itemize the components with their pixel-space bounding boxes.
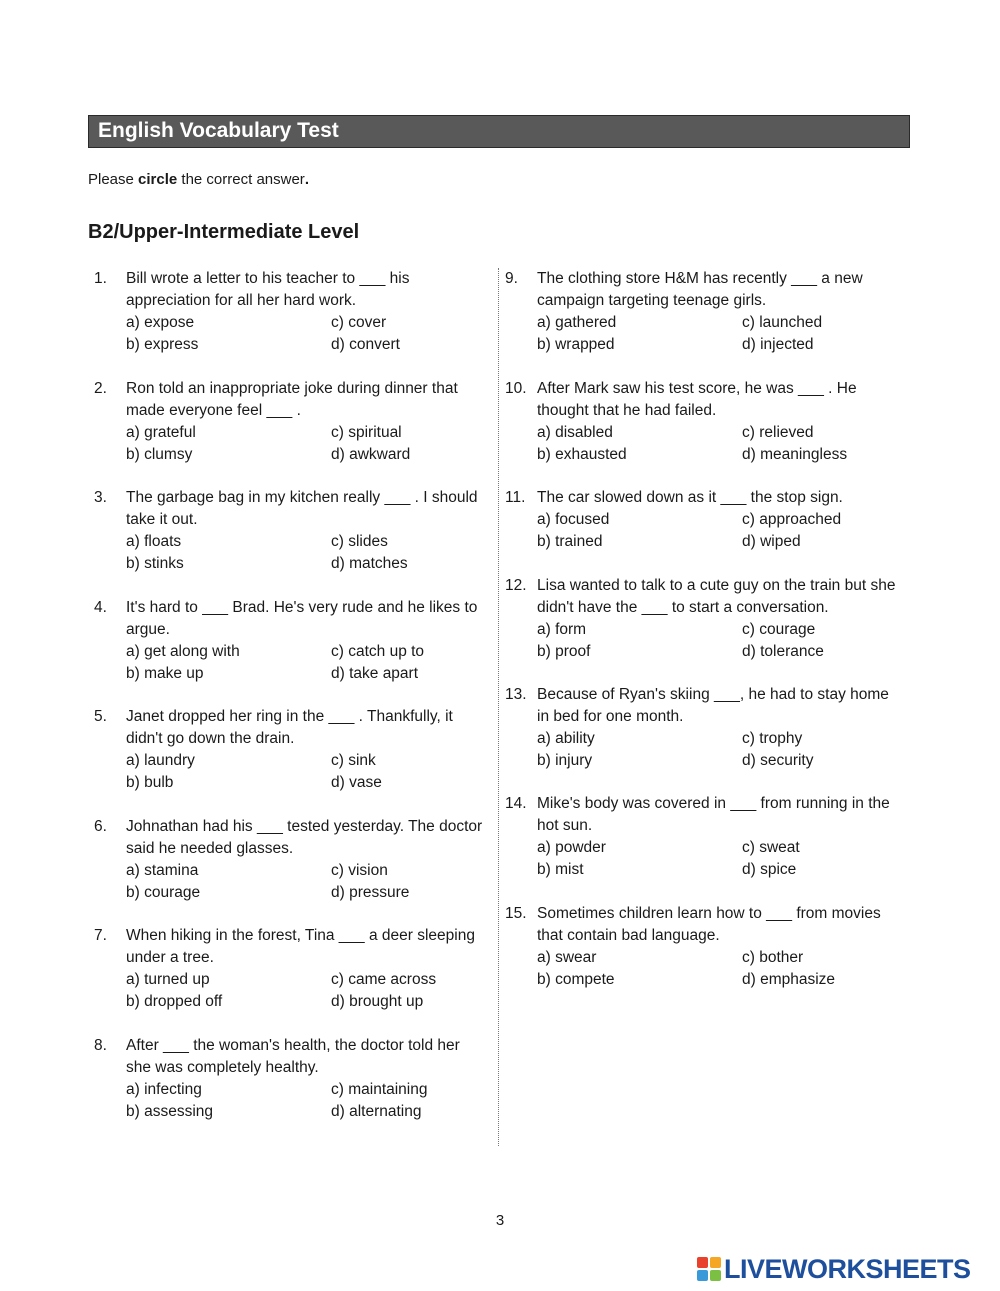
answer-options (126, 531, 501, 575)
answer-options (126, 860, 501, 904)
answer-options (537, 619, 912, 663)
question-number: 7. (94, 927, 107, 944)
option-d[interactable]: d) vase (331, 774, 382, 791)
option-a[interactable]: a) get along with (126, 643, 240, 660)
level-heading: B2/Upper-Intermediate Level (88, 221, 360, 243)
question-item (505, 487, 912, 553)
question-item (94, 597, 501, 685)
question-text: Ron told an inappropriate joke during dinner that made everyone feel ___ . (126, 380, 458, 419)
question-item (505, 793, 912, 881)
instruction-period: . (304, 171, 309, 188)
option-b[interactable]: b) make up (126, 665, 204, 682)
question-item (505, 684, 912, 772)
question-text: The clothing store H&M has recently ___ a new campaign targeting teenage girls. (537, 270, 863, 309)
page-title: English Vocabulary Test (98, 119, 339, 142)
option-b[interactable]: b) proof (537, 643, 591, 660)
option-b[interactable]: b) stinks (126, 555, 184, 572)
option-c[interactable]: c) slides (331, 533, 388, 550)
option-b[interactable]: b) wrapped (537, 336, 615, 353)
question-number: 3. (94, 489, 107, 506)
question-text: Johnathan had his ___ tested yesterday. The doctor said he needed glasses. (126, 818, 483, 857)
option-c[interactable]: c) relieved (742, 424, 814, 441)
question-number: 9. (505, 270, 518, 287)
answer-options (537, 312, 912, 356)
answer-options (126, 1079, 501, 1123)
option-b[interactable]: b) exhausted (537, 446, 627, 463)
option-d[interactable]: d) matches (331, 555, 408, 572)
option-a[interactable]: a) ability (537, 730, 595, 747)
question-text: Sometimes children learn how to ___ from movies that contain bad language. (537, 905, 881, 944)
option-a[interactable]: a) infecting (126, 1081, 202, 1098)
answer-options (126, 969, 501, 1013)
answer-options (126, 750, 501, 794)
option-d[interactable]: d) spice (742, 861, 797, 878)
option-d[interactable]: d) brought up (331, 993, 424, 1010)
option-c[interactable]: c) spiritual (331, 424, 402, 441)
question-item (505, 268, 912, 356)
question-text: Because of Ryan's skiing ___, he had to stay home in bed for one month. (537, 686, 889, 725)
question-number: 13. (505, 686, 527, 703)
option-a[interactable]: a) turned up (126, 971, 210, 988)
question-item (94, 487, 501, 575)
answer-options (126, 312, 501, 356)
question-number: 14. (505, 795, 527, 812)
option-b[interactable]: b) dropped off (126, 993, 223, 1010)
option-c[interactable]: c) launched (742, 314, 823, 331)
option-c[interactable]: c) courage (742, 621, 816, 638)
question-text: Lisa wanted to talk to a cute guy on the train but she didn't have the ___ to start a conversation. (537, 577, 896, 616)
option-c[interactable]: c) sweat (742, 839, 800, 856)
brand-text: LIVEWORKSHEETS (724, 1254, 971, 1284)
question-item (94, 925, 501, 1013)
question-number: 5. (94, 708, 107, 725)
question-text: It's hard to ___ Brad. He's very rude and he likes to argue. (126, 599, 478, 638)
answer-options (537, 728, 912, 772)
option-a[interactable]: a) focused (537, 511, 610, 528)
option-b[interactable]: b) trained (537, 533, 603, 550)
option-b[interactable]: b) express (126, 336, 199, 353)
question-item (94, 706, 501, 794)
question-number: 12. (505, 577, 527, 594)
option-a[interactable]: a) stamina (126, 862, 199, 879)
option-b[interactable]: b) courage (126, 884, 201, 901)
instruction-after: the correct answer (177, 171, 305, 188)
option-d[interactable]: d) alternating (331, 1103, 422, 1120)
option-c[interactable]: c) catch up to (331, 643, 425, 660)
option-b[interactable]: b) assessing (126, 1103, 214, 1120)
option-b[interactable]: b) clumsy (126, 446, 193, 463)
option-d[interactable]: d) awkward (331, 446, 411, 463)
option-d[interactable]: d) wiped (742, 533, 801, 550)
question-item (505, 903, 912, 991)
option-d[interactable]: d) injected (742, 336, 814, 353)
question-number: 15. (505, 905, 527, 922)
option-b[interactable]: b) bulb (126, 774, 174, 791)
option-d[interactable]: d) tolerance (742, 643, 824, 660)
question-item (94, 268, 501, 356)
option-d[interactable]: d) convert (331, 336, 400, 353)
answer-options (126, 422, 501, 466)
option-c[interactable]: c) cover (331, 314, 387, 331)
question-item (94, 378, 501, 466)
question-number: 11. (505, 489, 526, 506)
option-a[interactable]: a) form (537, 621, 587, 638)
option-d[interactable]: d) emphasize (742, 971, 836, 988)
option-c[interactable]: c) maintaining (331, 1081, 428, 1098)
question-number: 6. (94, 818, 107, 835)
question-number: 4. (94, 599, 107, 616)
option-c[interactable]: c) trophy (742, 730, 803, 747)
question-text: Janet dropped her ring in the ___ . Thankfully, it didn't go down the drain. (126, 708, 453, 747)
option-a[interactable]: a) grateful (126, 424, 196, 441)
question-text: The garbage bag in my kitchen really ___ . I should take it out. (126, 489, 478, 528)
question-number: 10. (505, 380, 527, 397)
option-c[interactable]: c) approached (742, 511, 842, 528)
question-item (94, 816, 501, 904)
option-a[interactable]: a) expose (126, 314, 195, 331)
logo-blocks-icon (697, 1257, 721, 1281)
option-c[interactable]: c) sink (331, 752, 376, 769)
option-a[interactable]: a) floats (126, 533, 182, 550)
answer-options (126, 641, 501, 685)
question-item (94, 1035, 501, 1123)
liveworksheets-logo (697, 1255, 971, 1283)
question-text: After Mark saw his test score, he was ___ . He thought that he had failed. (537, 380, 857, 419)
answer-options (537, 837, 912, 881)
option-b[interactable]: b) mist (537, 861, 584, 878)
question-item (505, 378, 912, 466)
option-b[interactable]: b) injury (537, 752, 593, 769)
title-bar (88, 115, 910, 148)
option-c[interactable]: c) vision (331, 862, 388, 879)
option-d[interactable]: d) take apart (331, 665, 419, 682)
option-a[interactable]: a) laundry (126, 752, 195, 769)
question-text: Bill wrote a letter to his teacher to ___ his appreciation for all her hard work. (126, 270, 410, 309)
question-text: Mike's body was covered in ___ from running in the hot sun. (537, 795, 890, 834)
question-number: 1. (94, 270, 107, 287)
option-c[interactable]: c) came across (331, 971, 437, 988)
question-text: After ___ the woman's health, the doctor told her she was completely healthy. (126, 1037, 460, 1076)
option-d[interactable]: d) pressure (331, 884, 410, 901)
instruction-before: Please (88, 171, 139, 188)
question-text: When hiking in the forest, Tina ___ a deer sleeping under a tree. (126, 927, 475, 966)
question-number: 2. (94, 380, 107, 397)
option-d[interactable]: d) security (742, 752, 814, 769)
instruction-emphasis: circle (138, 171, 178, 188)
answer-options (537, 509, 912, 553)
option-a[interactable]: a) swear (537, 949, 597, 966)
question-number: 8. (94, 1037, 107, 1054)
option-a[interactable]: a) gathered (537, 314, 617, 331)
page-number: 3 (495, 1212, 505, 1229)
option-d[interactable]: d) meaningless (742, 446, 848, 463)
option-b[interactable]: b) compete (537, 971, 615, 988)
answer-options (537, 422, 912, 466)
instruction (88, 171, 309, 188)
option-c[interactable]: c) bother (742, 949, 804, 966)
option-a[interactable]: a) powder (537, 839, 606, 856)
option-a[interactable]: a) disabled (537, 424, 613, 441)
question-item (505, 575, 912, 663)
answer-options (537, 947, 912, 991)
question-text: The car slowed down as it ___ the stop sign. (537, 489, 843, 506)
